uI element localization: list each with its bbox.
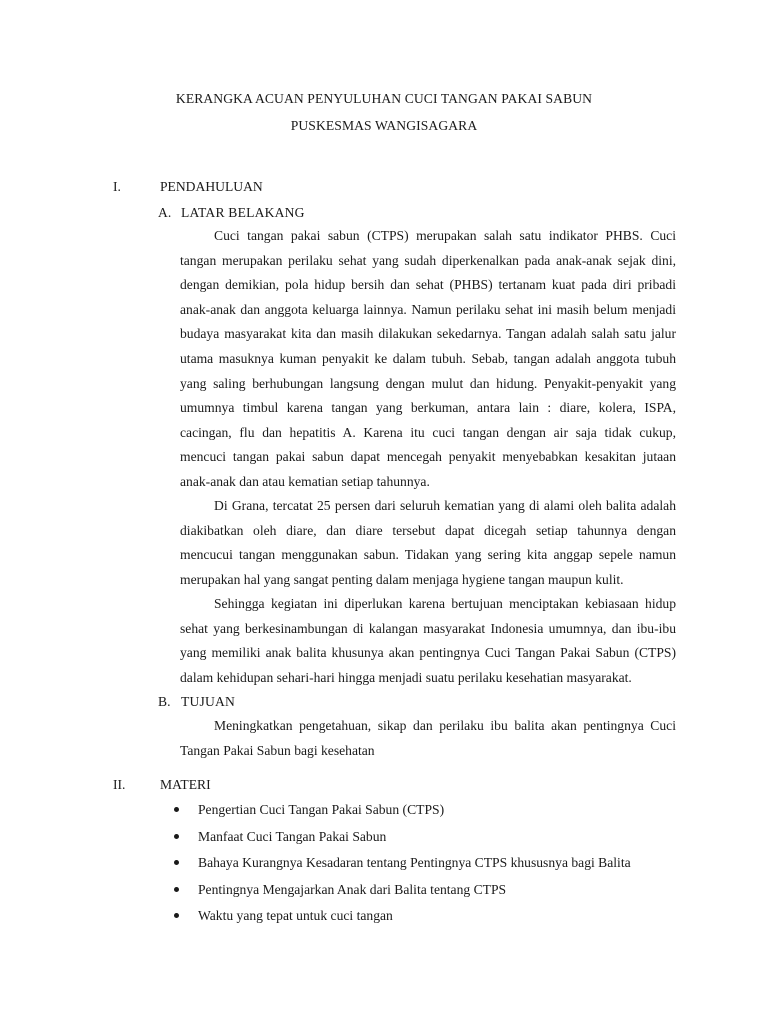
bullet-icon [174, 860, 179, 865]
paragraph-line: cacingan, flu dan hepatitis A. Karena itu cuci tangan dengan air saja tidak cukup, [180, 424, 676, 440]
list-item [174, 853, 631, 880]
list-item-label: Waktu yang tepat untuk cuci tangan [198, 908, 393, 924]
document-title-line-1: KERANGKA ACUAN PENYULUHAN CUCI TANGAN PAKAI SABUN [175, 91, 593, 106]
section-numeral-2: II. [113, 777, 126, 792]
paragraph-line: dalam kehidupan sehari-hari hingga menjadi suatu perilaku kesehatian masyarakat. [180, 669, 632, 685]
subsection-letter-a: A. [158, 205, 172, 220]
section-heading-materi: MATERI [160, 777, 211, 792]
section-numeral-1: I. [113, 179, 121, 194]
paragraph-line: yang memiliki anak balita khusunya akan pentingnya Cuci Tangan Pakai Sabun (CTPS) [180, 645, 676, 661]
paragraph-latar-belakang-2 [180, 494, 676, 592]
document-title-line-2: PUSKESMAS WANGISAGARA [290, 118, 478, 133]
list-item-label: Pengertian Cuci Tangan Pakai Sabun (CTPS) [198, 802, 445, 817]
paragraph-tujuan [180, 714, 676, 763]
paragraph-line: merupakan hal yang sangat penting dalam menjaga hygiene tangan maupun kulit. [180, 571, 624, 587]
list-item [174, 880, 631, 907]
bullet-icon [174, 807, 179, 812]
paragraph-line: Sehingga kegiatan ini diperlukan karena bertujuan menciptakan kebiasaan hidup [214, 596, 676, 611]
list-item [174, 827, 631, 854]
paragraph-line: Cuci tangan pakai sabun (CTPS) merupakan salah satu indikator PHBS. Cuci [214, 228, 676, 243]
subsection-heading-latar-belakang: LATAR BELAKANG [181, 205, 305, 220]
paragraph-line: diakibatkan oleh diare, dan diare tersebut dapat dicegah setiap tahunnya dengan [180, 522, 676, 538]
list-item [174, 800, 631, 827]
subsection-letter-b: B. [158, 694, 171, 709]
bullet-icon [174, 913, 179, 918]
paragraph-latar-belakang-1 [180, 224, 676, 495]
paragraph-line: mencucui tangan menggunakan sabun. Tidakan yang sering kita anggap sepele namun [180, 547, 676, 563]
paragraph-latar-belakang-3 [180, 592, 676, 690]
subsection-heading-tujuan: TUJUAN [181, 694, 236, 709]
paragraph-line: tangan merupakan perilaku sehat yang sudah diperkenalkan pada anak-anak sejak dini, [180, 252, 676, 268]
paragraph-line: utama masuknya kuman penyakit ke dalam tubuh. Sebab, tangan adalah anggota tubuh [180, 350, 676, 366]
paragraph-line: budaya masyarakat kita dan masih dilakukan sekedarnya. Tangan adalah salah satu jalur [180, 326, 676, 342]
section-heading-pendahuluan: PENDAHULUAN [160, 179, 263, 194]
paragraph-line: umumnya timbul karena tangan yang berkuman, antara lain : diare, kolera, ISPA, [180, 400, 676, 416]
list-item-label: Manfaat Cuci Tangan Pakai Sabun [198, 828, 387, 844]
list-item-label: Bahaya Kurangnya Kesadaran tentang Pentingnya CTPS khususnya bagi Balita [198, 855, 631, 871]
bullet-icon [174, 834, 179, 839]
paragraph-line: anak-anak dan anggota keluarga lainnya. Namun perilaku sehat ini masih belum menjadi [180, 301, 676, 317]
paragraph-line: dengan demikian, pola hidup bersih dan sehat (PHBS) tertanam kuat pada diri pribadi [180, 277, 676, 293]
paragraph-line: mencuci tangan pakai sabun dapat mencegah penyakit menyebabkan kesakitan jutaan [180, 449, 676, 465]
materi-bullet-list [174, 800, 631, 933]
paragraph-line: anak-anak dan atau kematian setiap tahunnya. [180, 473, 430, 489]
paragraph-line: Meningkatkan pengetahuan, sikap dan perilaku ibu balita akan pentingnya Cuci [214, 718, 676, 733]
paragraph-line: yang saling berhubungan langsung dengan mulut dan hidung. Penyakit-penyakit yang [180, 375, 676, 391]
paragraph-line: Di Grana, tercatat 25 persen dari seluruh kematian yang di alami oleh balita adalah [214, 498, 676, 513]
paragraph-line: sehat yang berkesinambungan di kalangan masyarakat Indonesia umumnya, dan ibu-ibu [180, 620, 676, 636]
bullet-icon [174, 887, 179, 892]
list-item [174, 906, 631, 933]
list-item-label: Pentingnya Mengajarkan Anak dari Balita tentang CTPS [198, 881, 507, 897]
paragraph-line: Tangan Pakai Sabun bagi kesehatan [180, 742, 375, 758]
